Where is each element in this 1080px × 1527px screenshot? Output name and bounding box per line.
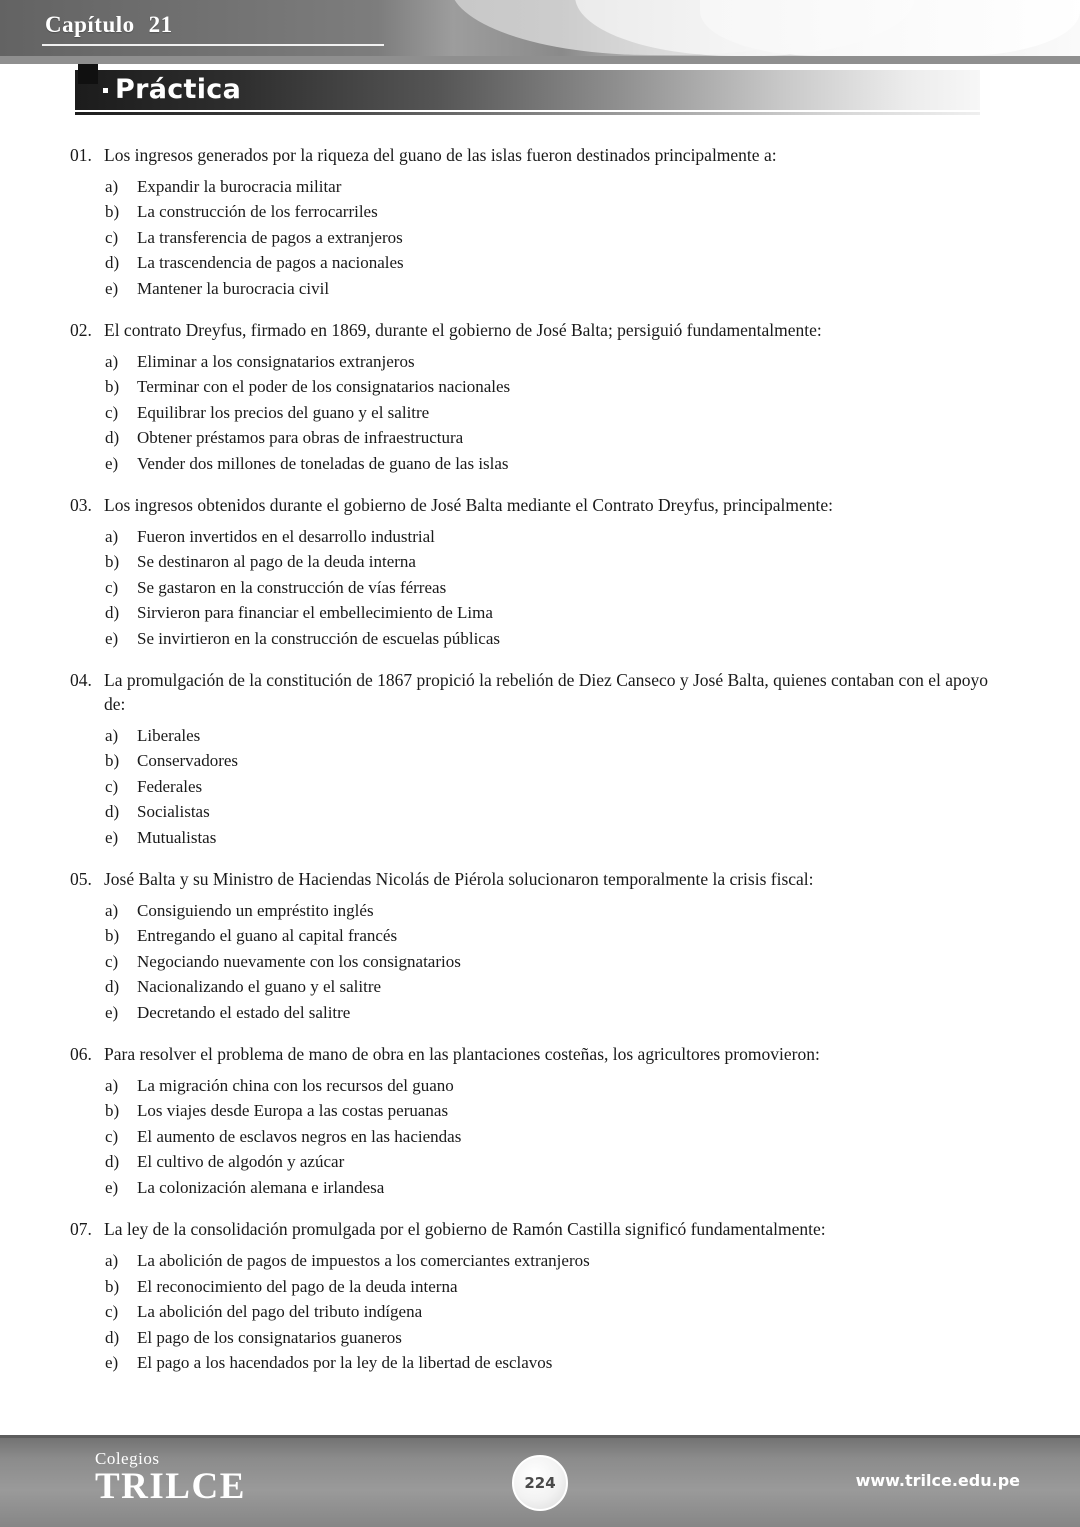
brand-logo-title: TRILCE (95, 1466, 246, 1507)
question-text: José Balta y su Ministro de Haciendas Nicolás de Piérola solucionaron temporalmente la crisis fiscal: (104, 869, 814, 890)
option-letter: c) (105, 1126, 119, 1146)
option-item[interactable] (70, 1098, 1002, 1124)
page-number-badge (512, 1455, 568, 1511)
option-text: La trascendencia de pagos a nacionales (137, 253, 404, 273)
option-text: Mutualistas (137, 827, 217, 847)
header-bottom-rule (0, 56, 1080, 64)
option-item[interactable] (70, 575, 1002, 601)
question-stem-row (70, 1218, 1002, 1242)
option-letter: c) (105, 776, 119, 796)
option-letter: a) (105, 1251, 119, 1270)
option-item[interactable] (70, 400, 1002, 426)
option-item[interactable] (70, 898, 1002, 924)
option-item[interactable] (70, 174, 1002, 200)
option-letter: b) (105, 751, 120, 771)
option-letter: e) (105, 1002, 119, 1022)
option-text: Obtener préstamos para obras de infraestructura (137, 428, 464, 448)
option-item[interactable] (70, 374, 1002, 400)
option-letter: e) (105, 827, 119, 847)
option-item[interactable] (70, 1175, 1002, 1201)
question-options (70, 898, 1002, 1026)
question-item (70, 144, 1002, 301)
question-stem-row (70, 144, 1002, 168)
option-text: Sirvieron para financiar el embellecimiento de Lima (137, 603, 493, 623)
footer-top-rule (0, 1435, 1080, 1438)
header-decorative-swoosh-3 (700, 0, 1080, 56)
option-item[interactable] (70, 250, 1002, 276)
page-number: 224 (524, 1474, 556, 1492)
question-item (70, 1043, 1002, 1200)
question-number: 01. (70, 145, 92, 165)
option-text: Se gastaron en la construcción de vías férreas (137, 577, 447, 597)
option-text: Socialistas (137, 802, 210, 822)
option-item[interactable] (70, 1299, 1002, 1325)
question-text: La promulgación de la constitución de 1867 propició la rebelión de Diez Canseco y José Balta, quienes contaban con el apoyo de: (104, 670, 988, 714)
option-item[interactable] (70, 949, 1002, 975)
option-letter: e) (105, 278, 119, 298)
page-footer (0, 1435, 1080, 1527)
option-letter: c) (105, 577, 119, 597)
option-letter: b) (105, 377, 120, 397)
option-item[interactable] (70, 600, 1002, 626)
section-title-dot-marker (103, 88, 108, 93)
option-letter: b) (105, 1101, 120, 1121)
option-text: Conservadores (137, 751, 239, 771)
option-text: El pago a los hacendados por la ley de la libertad de esclavos (137, 1353, 553, 1372)
option-letter: d) (105, 428, 120, 448)
question-text: Los ingresos obtenidos durante el gobierno de José Balta mediante el Contrato Dreyfus, principalmente: (104, 495, 833, 516)
website-url[interactable]: www.trilce.edu.pe (855, 1471, 1020, 1490)
option-text: La abolición de pagos de impuestos a los comerciantes extranjeros (137, 1251, 590, 1270)
option-letter: d) (105, 603, 120, 623)
option-text: Vender dos millones de toneladas de guano de las islas (137, 453, 509, 473)
question-stem-row (70, 319, 1002, 343)
question-stem-row (70, 494, 1002, 518)
section-title: Práctica (115, 74, 242, 105)
option-letter: e) (105, 453, 119, 473)
option-item[interactable] (70, 1248, 1002, 1274)
option-text: Mantener la burocracia civil (137, 278, 330, 298)
option-item[interactable] (70, 774, 1002, 800)
question-item (70, 1218, 1002, 1375)
section-title-square-marker (78, 64, 98, 84)
question-text: El contrato Dreyfus, firmado en 1869, durante el gobierno de José Balta; persiguió fundamentalmente: (104, 320, 822, 341)
option-item[interactable] (70, 451, 1002, 477)
option-letter: d) (105, 977, 120, 997)
page-header (0, 0, 1080, 56)
option-item[interactable] (70, 524, 1002, 550)
option-text: Entregando el guano al capital francés (137, 926, 398, 946)
option-item[interactable] (70, 1000, 1002, 1026)
question-number: 07. (70, 1219, 92, 1240)
option-text: Expandir la burocracia militar (137, 176, 342, 196)
option-text: La transferencia de pagos a extranjeros (137, 227, 403, 247)
option-item[interactable] (70, 1124, 1002, 1150)
chapter-label-text: Capítulo (45, 12, 135, 37)
question-stem-row (70, 1043, 1002, 1067)
question-text: La ley de la consolidación promulgada por el gobierno de Ramón Castilla significó fundamentalmente: (104, 1219, 826, 1240)
option-letter: b) (105, 926, 120, 946)
question-number: 05. (70, 869, 92, 890)
option-letter: c) (105, 227, 119, 247)
question-item (70, 868, 1002, 1025)
question-text: Para resolver el problema de mano de obra en las plantaciones costeñas, los agricultores promovieron: (104, 1044, 820, 1065)
option-letter: e) (105, 1353, 119, 1372)
option-letter: d) (105, 802, 120, 822)
option-letter: d) (105, 253, 120, 273)
question-number: 06. (70, 1044, 92, 1065)
question-options (70, 349, 1002, 477)
option-item[interactable] (70, 1350, 1002, 1376)
option-letter: c) (105, 1302, 119, 1321)
option-text: El pago de los consignatarios guaneros (137, 1327, 402, 1347)
option-letter: a) (105, 900, 119, 920)
option-text: Los viajes desde Europa a las costas peruanas (137, 1101, 449, 1121)
option-text: Se invirtieron en la construcción de escuelas públicas (137, 628, 501, 648)
chapter-number: 21 (148, 12, 173, 37)
option-item[interactable] (70, 1149, 1002, 1175)
question-item (70, 319, 1002, 476)
option-item[interactable] (70, 723, 1002, 749)
question-stem-row (70, 868, 1002, 892)
option-letter: c) (105, 402, 119, 422)
option-letter: b) (105, 202, 120, 222)
question-options (70, 723, 1002, 851)
brand-logo (95, 1449, 246, 1508)
section-title-underline (75, 112, 980, 115)
question-options (70, 1073, 1002, 1201)
option-letter: b) (105, 552, 120, 572)
option-text: Fueron invertidos en el desarrollo industrial (137, 526, 435, 546)
option-text: La abolición del pago del tributo indígena (137, 1302, 423, 1321)
option-letter: d) (105, 1152, 120, 1172)
option-item[interactable] (70, 974, 1002, 1000)
question-text: Los ingresos generados por la riqueza del guano de las islas fueron destinados principalmente a: (104, 145, 777, 165)
option-item[interactable] (70, 225, 1002, 251)
brand-logo-subtitle: Colegios (95, 1449, 160, 1468)
option-item[interactable] (70, 1325, 1002, 1351)
practice-questions-list (0, 116, 1080, 1376)
option-item[interactable] (70, 1073, 1002, 1099)
section-title-bar (75, 70, 980, 116)
question-item (70, 494, 1002, 651)
option-item[interactable] (70, 1274, 1002, 1300)
option-item[interactable] (70, 349, 1002, 375)
option-letter: d) (105, 1327, 120, 1347)
option-text: La construcción de los ferrocarriles (137, 202, 378, 222)
question-number: 02. (70, 320, 92, 341)
question-number: 03. (70, 495, 92, 516)
option-letter: a) (105, 1075, 119, 1095)
option-item[interactable] (70, 923, 1002, 949)
option-letter: a) (105, 526, 119, 546)
question-stem-row (70, 669, 1002, 716)
option-letter: b) (105, 1276, 120, 1296)
option-text: La migración china con los recursos del guano (137, 1075, 454, 1095)
option-text: El cultivo de algodón y azúcar (137, 1152, 345, 1172)
chapter-heading (45, 12, 173, 38)
question-number: 04. (70, 670, 92, 691)
option-item[interactable] (70, 549, 1002, 575)
question-item (70, 669, 1002, 850)
option-text: Equilibrar los precios del guano y el salitre (137, 402, 430, 422)
option-item[interactable] (70, 626, 1002, 652)
option-text: Negociando nuevamente con los consignatarios (137, 951, 461, 971)
option-text: Federales (137, 776, 203, 796)
option-item[interactable] (70, 199, 1002, 225)
option-letter: c) (105, 951, 119, 971)
option-text: Nacionalizando el guano y el salitre (137, 977, 382, 997)
question-options (70, 174, 1002, 302)
question-options (70, 524, 1002, 652)
option-letter: a) (105, 725, 119, 745)
option-text: Liberales (137, 725, 201, 745)
option-letter: e) (105, 628, 119, 648)
option-letter: a) (105, 351, 119, 371)
option-text: La colonización alemana e irlandesa (137, 1177, 385, 1197)
option-text: El reconocimiento del pago de la deuda interna (137, 1276, 458, 1296)
option-item[interactable] (70, 799, 1002, 825)
option-item[interactable] (70, 276, 1002, 302)
option-text: Eliminar a los consignatarios extranjeros (137, 351, 415, 371)
option-text: Se destinaron al pago de la deuda interna (137, 552, 416, 572)
option-item[interactable] (70, 425, 1002, 451)
option-item[interactable] (70, 825, 1002, 851)
question-options (70, 1248, 1002, 1376)
option-item[interactable] (70, 748, 1002, 774)
option-letter: a) (105, 176, 119, 196)
option-text: Consiguiendo un empréstito inglés (137, 900, 374, 920)
option-letter: e) (105, 1177, 119, 1197)
option-text: Decretando el estado del salitre (137, 1002, 351, 1022)
option-text: El aumento de esclavos negros en las haciendas (137, 1126, 462, 1146)
option-text: Terminar con el poder de los consignatarios nacionales (137, 377, 511, 397)
chapter-underline (42, 44, 384, 46)
